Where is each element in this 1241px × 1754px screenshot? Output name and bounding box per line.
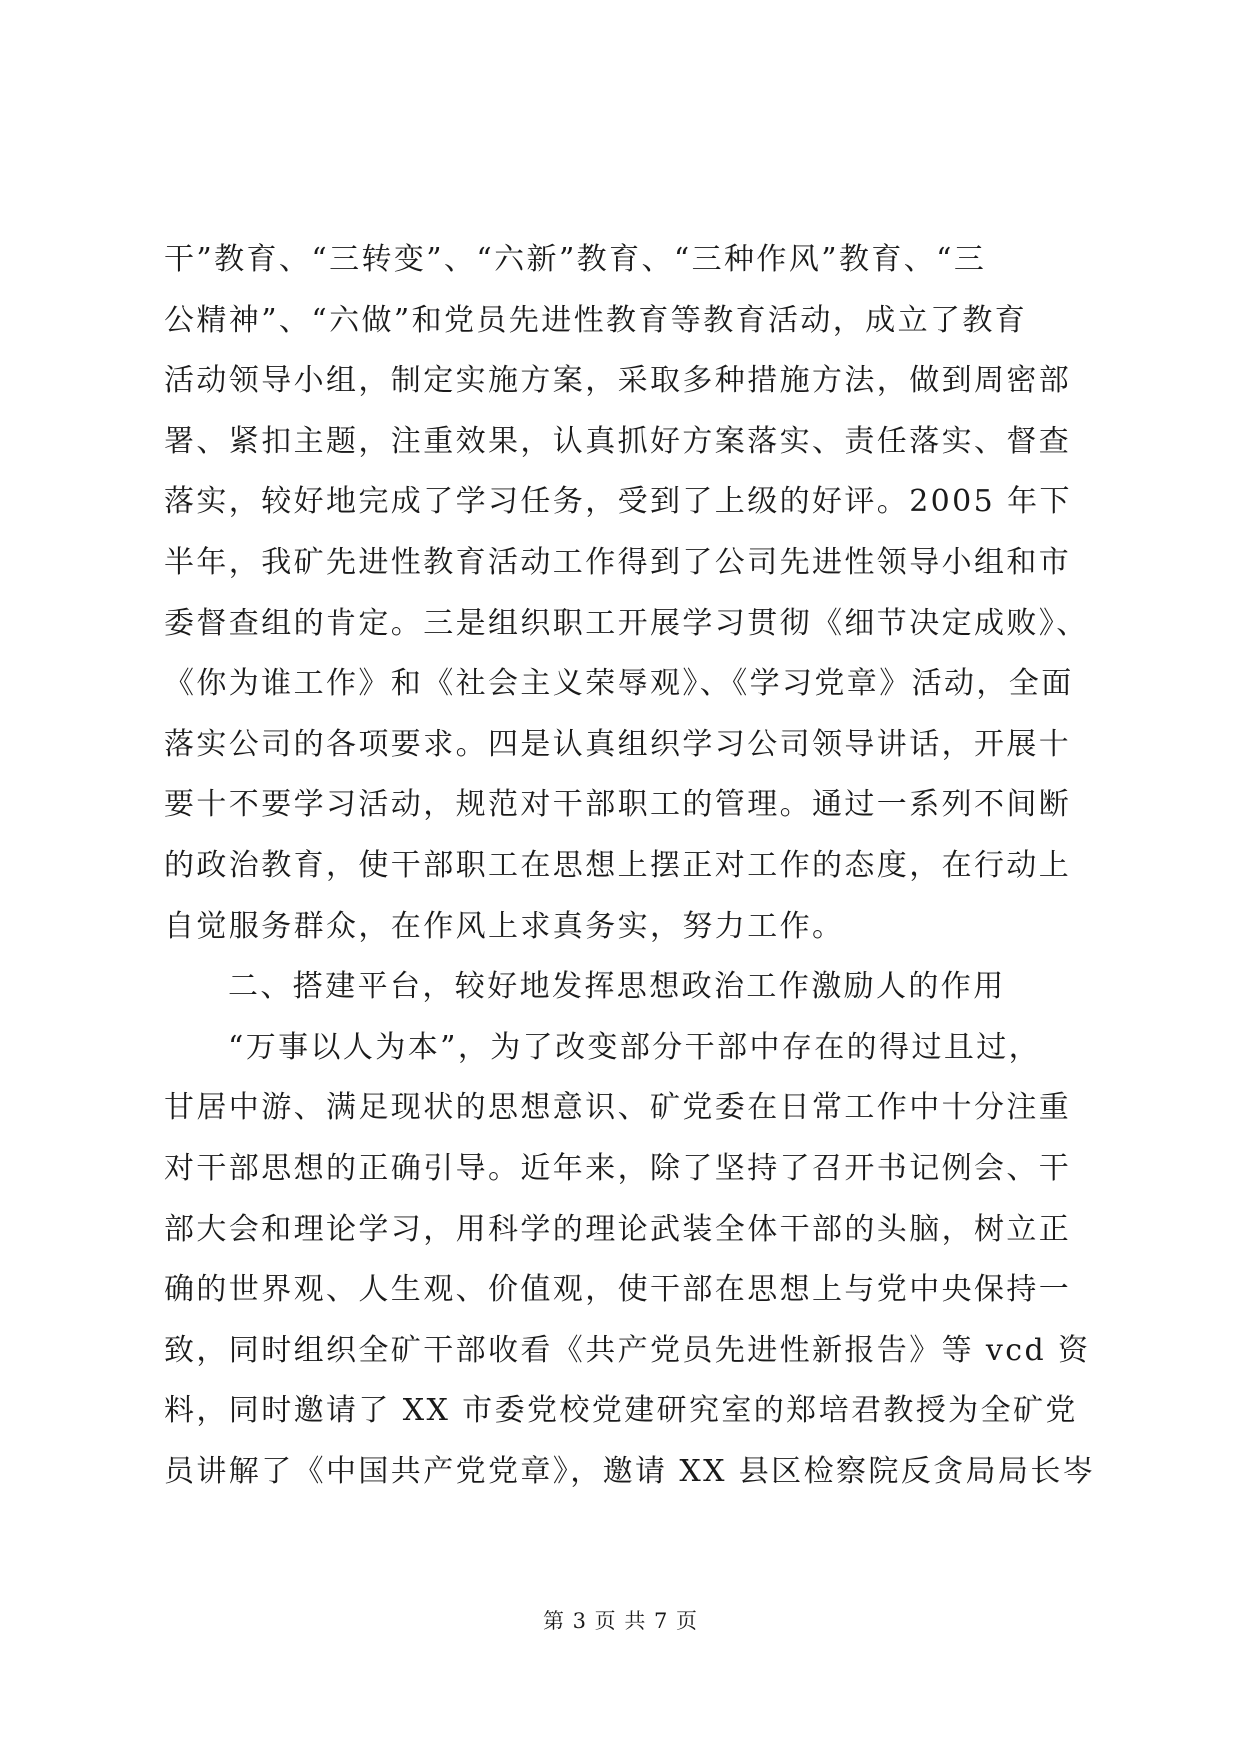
text-line: 的政治教育，使干部职工在思想上摆正对工作的态度，在行动上 xyxy=(164,847,1072,883)
text-line: 落实，较好地完成了学习任务，受到了上级的好评。2005 年下 xyxy=(164,484,1072,520)
text-line: 员讲解了《中国共产党党章》，邀请 XX 县区检察院反贪局局长岑 xyxy=(164,1453,1096,1489)
text-line: 活动领导小组，制定实施方案，采取多种措施方法，做到周密部 xyxy=(164,363,1072,399)
text-line: 半年，我矿先进性教育活动工作得到了公司先进性领导小组和市 xyxy=(164,544,1072,580)
text-line: 对干部思想的正确引导。近年来，除了坚持了召开书记例会、干 xyxy=(164,1150,1072,1186)
page-number-footer: 第 3 页 共 7 页 xyxy=(542,1609,699,1633)
text-line: 致，同时组织全矿干部收看《共产党员先进性新报告》等 vcd 资 xyxy=(164,1332,1091,1368)
text-line: 落实公司的各项要求。四是认真组织学习公司领导讲话，开展十 xyxy=(164,726,1072,762)
text-line: “万事以人为本”，为了改变部分干部中存在的得过且过， xyxy=(228,1029,1042,1065)
text-line: 《你为谁工作》和《社会主义荣辱观》、《学习党章》活动，全面 xyxy=(164,666,1074,702)
body-text xyxy=(164,230,1114,1502)
text-line: 委督查组的肯定。三是组织职工开展学习贯彻《细节决定成败》、 xyxy=(164,605,1089,641)
text-line: 部大会和理论学习，用科学的理论武装全体干部的头脑，树立正 xyxy=(164,1211,1072,1247)
text-line: 干”教育、“三转变”、“六新”教育、“三种作风”教育、“三 xyxy=(164,242,987,277)
text-line: 署、紧扣主题，注重效果，认真抓好方案落实、责任落实、督查 xyxy=(164,423,1072,459)
section-heading: 二、搭建平台，较好地发挥思想政治工作激励人的作用 xyxy=(228,969,1006,1005)
text-line: 公精神”、“六做”和党员先进性教育等教育活动，成立了教育 xyxy=(164,302,1028,338)
text-line: 要十不要学习活动，规范对干部职工的管理。通过一系列不间断 xyxy=(164,787,1072,823)
text-line: 甘居中游、满足现状的思想意识、矿党委在日常工作中十分注重 xyxy=(164,1090,1072,1126)
text-line: 料，同时邀请了 XX 市委党校党建研究室的郑培君教授为全矿党 xyxy=(164,1393,1078,1429)
text-line: 确的世界观、人生观、价值观，使干部在思想上与党中央保持一 xyxy=(164,1272,1072,1308)
text-line: 自觉服务群众，在作风上求真务实，努力工作。 xyxy=(164,908,845,944)
